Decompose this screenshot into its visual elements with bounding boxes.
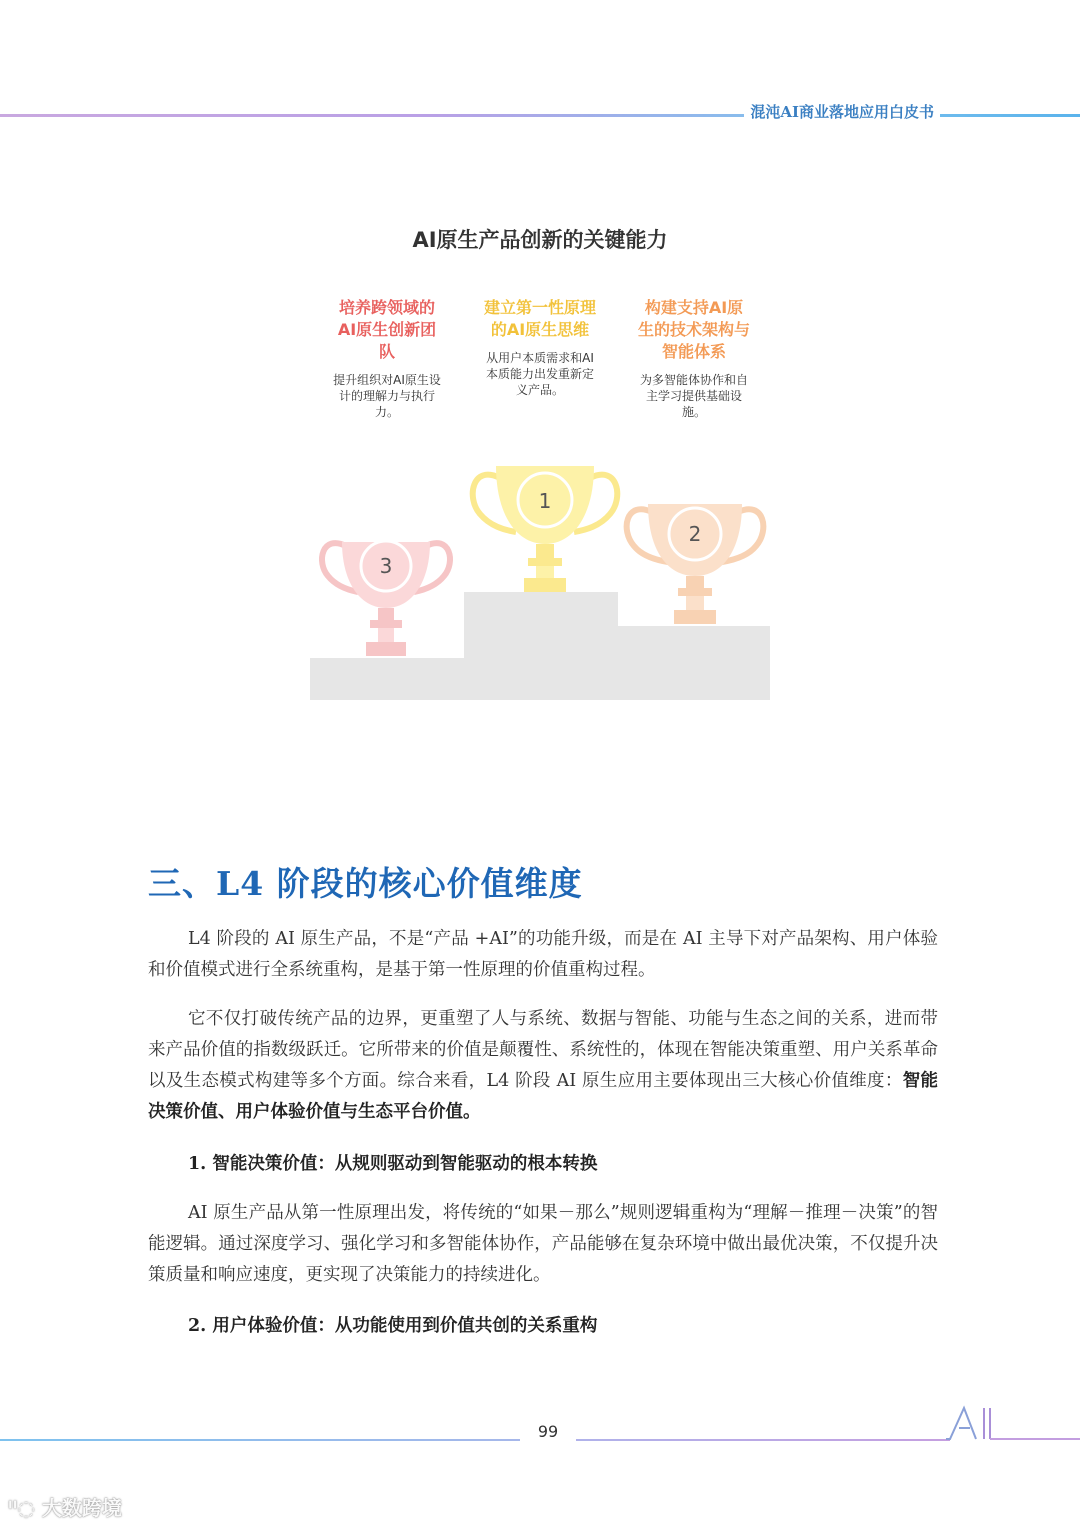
footer-rule-left xyxy=(0,1439,520,1441)
capability-card-1 xyxy=(470,297,610,398)
paragraph-2-emphasis: 智能决策价值、用户体验价值与生态平台价值。 xyxy=(148,1071,939,1122)
section-heading: 三、L4 阶段的核心价值维度 xyxy=(148,864,583,903)
capability-heading: 建立第一性原理 的AI原生思维 xyxy=(483,298,596,339)
podium-illustration xyxy=(300,450,780,705)
header-title: 混沌AI商业落地应用白皮书 xyxy=(744,101,940,122)
capability-description: 从用户本质需求和AI 本质能力出发重新定 义产品。 xyxy=(485,351,594,397)
page-number: 99 xyxy=(537,1422,559,1441)
capability-card-2 xyxy=(624,297,764,420)
subheading-1: 1. 智能决策价值：从规则驱动到智能驱动的根本转换 xyxy=(188,1154,598,1174)
paragraph-1: L4 阶段的 AI 原生产品，不是“产品 +AI”的功能升级，而是在 AI 主导下对产品架构、用户体验和价值模式进行全系统重构，是基于第一性原理的价值重构过程。 xyxy=(148,929,938,980)
podium-block-3 xyxy=(310,658,464,700)
capability-heading: 培养跨领域的 AI原生创新团 队 xyxy=(337,298,437,361)
capability-description: 提升组织对AI原生设 计的理解力与执行 力。 xyxy=(333,373,441,419)
capability-card-3 xyxy=(317,297,457,420)
capability-description: 为多智能体协作和自 主学习提供基础设 施。 xyxy=(639,373,748,419)
podium-block-1 xyxy=(464,592,618,700)
capability-heading: 构建支持AI原 生的技术架构与 智能体系 xyxy=(637,298,750,361)
trophy-2-rank: 2 xyxy=(688,522,702,546)
podium-block-2 xyxy=(618,626,770,700)
footer-rule-right xyxy=(576,1439,950,1441)
infographic-title: AI原生产品创新的关键能力 xyxy=(412,228,668,252)
ai-logo-icon xyxy=(946,1404,1080,1444)
watermark-logo-icon: ᐦ◌ xyxy=(8,1496,42,1520)
watermark: ᐦ◌ 大数跨境 xyxy=(8,1496,122,1520)
subheading-2: 2. 用户体验价值：从功能使用到价值共创的关系重构 xyxy=(188,1316,598,1336)
paragraph-3: AI 原生产品从第一性原理出发，将传统的“如果－那么”规则逻辑重构为“理解－推理－决策”的智能逻辑。通过深度学习、强化学习和多智能体协作，产品能够在复杂环境中做出最优决策，不仅提升决策质量和响应速度，更实现了决策能力的持续进化。 xyxy=(148,1203,938,1285)
paragraph-2: 它不仅打破传统产品的边界，更重塑了人与系统、数据与智能、功能与生态之间的关系，进而带来产品价值的指数级跃迁。它所带来的价值是颠覆性、系统性的，体现在智能决策重塑、用户关系革命以及生态模式构建等多个方面。综合来看，L4 阶段 AI 原生应用主要体现出三大核心价值维度：智能决策价值、用户体验价值与生态平台价值。 xyxy=(148,1009,939,1122)
trophy-1-rank: 1 xyxy=(538,489,552,513)
trophy-3-rank: 3 xyxy=(379,554,393,578)
